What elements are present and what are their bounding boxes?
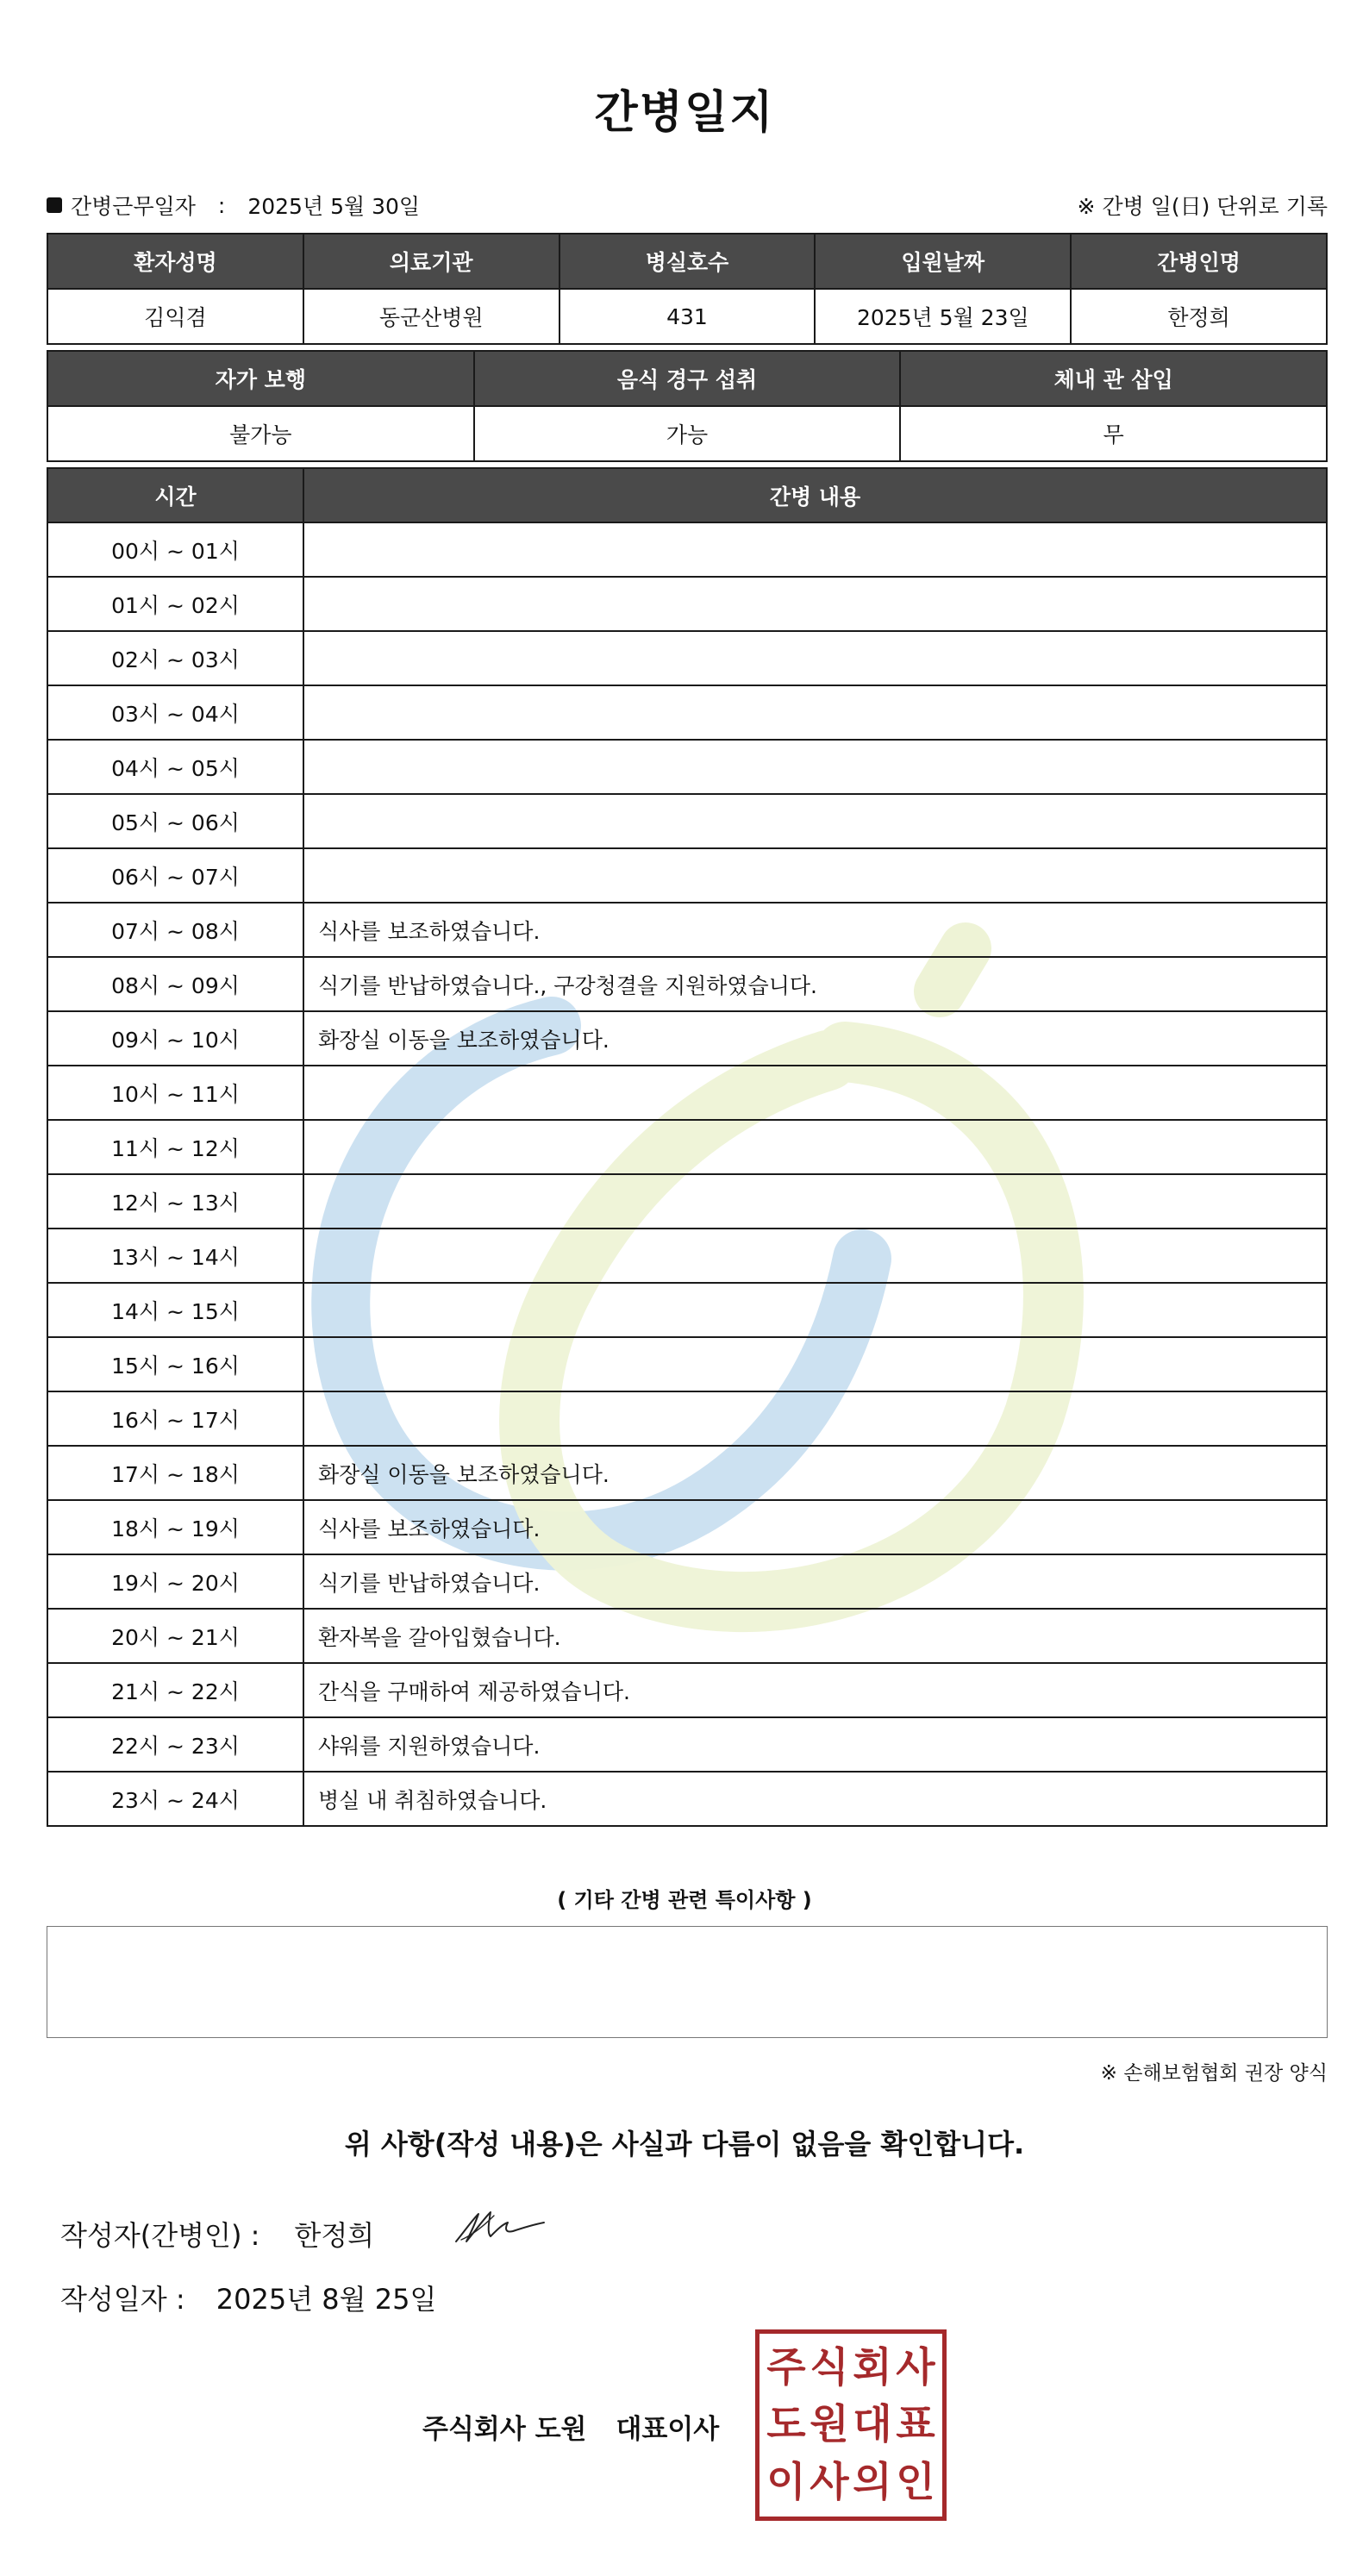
header-caregiver-name: 간병인명 <box>1071 234 1327 289</box>
company-name: 주식회사 도원 <box>422 2414 587 2445</box>
header-tube-insertion: 체내 관 삽입 <box>900 351 1327 406</box>
patient-status-table <box>47 350 1328 462</box>
care-log-content <box>303 1174 1327 1229</box>
company-rep-title: 대표이사 <box>616 2414 720 2445</box>
care-log-time: 20시 ~ 21시 <box>47 1609 303 1663</box>
care-log-time: 10시 ~ 11시 <box>47 1066 303 1120</box>
tube-insertion: 무 <box>900 406 1327 461</box>
care-log-row <box>47 1229 1327 1283</box>
care-log-time: 00시 ~ 01시 <box>47 522 303 577</box>
care-log-content <box>303 794 1327 848</box>
care-log-content: 병실 내 취침하였습니다. <box>303 1772 1327 1826</box>
care-log-row <box>47 1120 1327 1174</box>
bullet-icon <box>47 197 62 213</box>
written-date-line <box>60 2278 436 2317</box>
care-log-time: 19시 ~ 20시 <box>47 1554 303 1609</box>
patient-info-header-row <box>47 234 1327 289</box>
care-log-row <box>47 1283 1327 1337</box>
self-walking: 불가능 <box>47 406 474 461</box>
seal-char: 원 <box>810 2401 849 2449</box>
care-log-row <box>47 1609 1327 1663</box>
seal-char: 이 <box>766 2459 806 2507</box>
care-log-row <box>47 1554 1327 1609</box>
care-log-row <box>47 903 1327 957</box>
header-self-walking: 자가 보행 <box>47 351 474 406</box>
seal-char: 회 <box>853 2343 892 2392</box>
care-log-time: 08시 ~ 09시 <box>47 957 303 1011</box>
care-log-table <box>47 467 1328 1827</box>
recommendation-note: ※ 손해보험협회 권장 양식 <box>1100 2062 1328 2085</box>
care-log-time: 17시 ~ 18시 <box>47 1446 303 1500</box>
seal-char: 주 <box>766 2343 806 2392</box>
care-log-row <box>47 1391 1327 1446</box>
seal-char: 대 <box>853 2401 892 2449</box>
care-log-header-row <box>47 468 1327 522</box>
care-log-time: 09시 ~ 10시 <box>47 1011 303 1066</box>
company-signature-line <box>422 2407 719 2446</box>
work-date-colon: : <box>217 192 226 218</box>
care-log-row <box>47 1717 1327 1772</box>
care-log-content: 샤워를 지원하였습니다. <box>303 1717 1327 1772</box>
care-log-row <box>47 848 1327 903</box>
care-log-row <box>47 577 1327 631</box>
care-log-content <box>303 1229 1327 1283</box>
header-time: 시간 <box>47 468 303 522</box>
seal-char: 의 <box>853 2459 892 2507</box>
patient-status-value-row <box>47 406 1327 461</box>
care-log-content: 식기를 반납하였습니다., 구강청결을 지원하였습니다. <box>303 957 1327 1011</box>
handwritten-signature <box>453 2205 547 2248</box>
company-seal-stamp <box>755 2329 947 2521</box>
care-log-row <box>47 1337 1327 1391</box>
care-log-content: 식기를 반납하였습니다. <box>303 1554 1327 1609</box>
care-log-body <box>47 522 1327 1826</box>
care-log-time: 16시 ~ 17시 <box>47 1391 303 1446</box>
special-notes-box <box>47 1926 1328 2038</box>
care-log-row <box>47 1663 1327 1717</box>
special-notes-caption: ( 기타 간병 관련 특이사항 ) <box>557 1888 812 1912</box>
care-log-time: 11시 ~ 12시 <box>47 1120 303 1174</box>
care-log-content <box>303 1283 1327 1337</box>
header-patient-name: 환자성명 <box>47 234 303 289</box>
patient-info-value-row <box>47 289 1327 344</box>
confirmation-statement: 위 사항(작성 내용)은 사실과 다름이 없음을 확인합니다. <box>344 2128 1025 2160</box>
care-log-content <box>303 577 1327 631</box>
care-log-content <box>303 1337 1327 1391</box>
work-date <box>47 190 420 221</box>
writer-label: 작성자(간병인) : <box>60 2219 260 2252</box>
seal-char: 사 <box>896 2343 935 2392</box>
care-log-content <box>303 685 1327 740</box>
document-title: 간병일지 <box>594 87 775 139</box>
oral-intake: 가능 <box>474 406 901 461</box>
care-log-row <box>47 1500 1327 1554</box>
patient-info-table <box>47 233 1328 345</box>
header-admission-date: 입원날짜 <box>815 234 1071 289</box>
care-log-content: 화장실 이동을 보조하였습니다. <box>303 1011 1327 1066</box>
care-log-content <box>303 848 1327 903</box>
header-oral-intake: 음식 경구 섭취 <box>474 351 901 406</box>
care-log-row <box>47 1066 1327 1120</box>
writer-name: 한정희 <box>294 2219 375 2252</box>
hospital: 동군산병원 <box>303 289 559 344</box>
care-log-row <box>47 1772 1327 1826</box>
care-log-time: 18시 ~ 19시 <box>47 1500 303 1554</box>
care-log-time: 21시 ~ 22시 <box>47 1663 303 1717</box>
care-log-content <box>303 1120 1327 1174</box>
care-log-time: 07시 ~ 08시 <box>47 903 303 957</box>
care-log-row <box>47 522 1327 577</box>
care-log-content <box>303 522 1327 577</box>
seal-char: 도 <box>766 2401 806 2449</box>
care-log-content <box>303 1066 1327 1120</box>
patient-name: 김익겸 <box>47 289 303 344</box>
care-log-row <box>47 740 1327 794</box>
work-date-value: 2025년 5월 30일 <box>247 194 421 219</box>
admission-date: 2025년 5월 23일 <box>815 289 1071 344</box>
care-log-row <box>47 794 1327 848</box>
seal-characters <box>765 2339 937 2511</box>
care-log-row <box>47 957 1327 1011</box>
care-log-time: 05시 ~ 06시 <box>47 794 303 848</box>
meta-row <box>47 188 1328 222</box>
header-room-number: 병실호수 <box>559 234 816 289</box>
care-log-content: 식사를 보조하였습니다. <box>303 1500 1327 1554</box>
care-log-time: 14시 ~ 15시 <box>47 1283 303 1337</box>
care-log-time: 06시 ~ 07시 <box>47 848 303 903</box>
header-care-content: 간병 내용 <box>303 468 1327 522</box>
caregiver-name: 한정희 <box>1071 289 1327 344</box>
care-log-content <box>303 631 1327 685</box>
care-log-time: 04시 ~ 05시 <box>47 740 303 794</box>
care-log-content: 환자복을 갈아입혔습니다. <box>303 1609 1327 1663</box>
writer-line <box>60 2214 374 2254</box>
care-log-content <box>303 740 1327 794</box>
care-log-content: 간식을 구매하여 제공하였습니다. <box>303 1663 1327 1717</box>
care-log-content <box>303 1391 1327 1446</box>
care-log-time: 13시 ~ 14시 <box>47 1229 303 1283</box>
care-log-time: 03시 ~ 04시 <box>47 685 303 740</box>
care-log-row <box>47 631 1327 685</box>
room-number: 431 <box>559 289 816 344</box>
care-log-row <box>47 1011 1327 1066</box>
care-log-row <box>47 685 1327 740</box>
seal-char: 사 <box>810 2459 849 2507</box>
care-log-content: 식사를 보조하였습니다. <box>303 903 1327 957</box>
seal-char: 표 <box>896 2401 935 2449</box>
care-log-time: 02시 ~ 03시 <box>47 631 303 685</box>
seal-char: 식 <box>810 2343 849 2392</box>
care-log-row <box>47 1174 1327 1229</box>
written-date-value: 2025년 8월 25일 <box>216 2283 437 2316</box>
seal-char: 인 <box>896 2459 935 2507</box>
care-log-time: 01시 ~ 02시 <box>47 577 303 631</box>
work-date-label: 간병근무일자 <box>71 194 196 219</box>
care-log-time: 15시 ~ 16시 <box>47 1337 303 1391</box>
care-log-row <box>47 1446 1327 1500</box>
care-log-time: 23시 ~ 24시 <box>47 1772 303 1826</box>
unit-note: ※ 간병 일(日) 단위로 기록 <box>1077 194 1328 219</box>
header-hospital: 의료기관 <box>303 234 559 289</box>
patient-status-header-row <box>47 351 1327 406</box>
care-log-time: 22시 ~ 23시 <box>47 1717 303 1772</box>
care-log-time: 12시 ~ 13시 <box>47 1174 303 1229</box>
care-log-content: 화장실 이동을 보조하였습니다. <box>303 1446 1327 1500</box>
written-date-label: 작성일자 : <box>60 2283 185 2316</box>
